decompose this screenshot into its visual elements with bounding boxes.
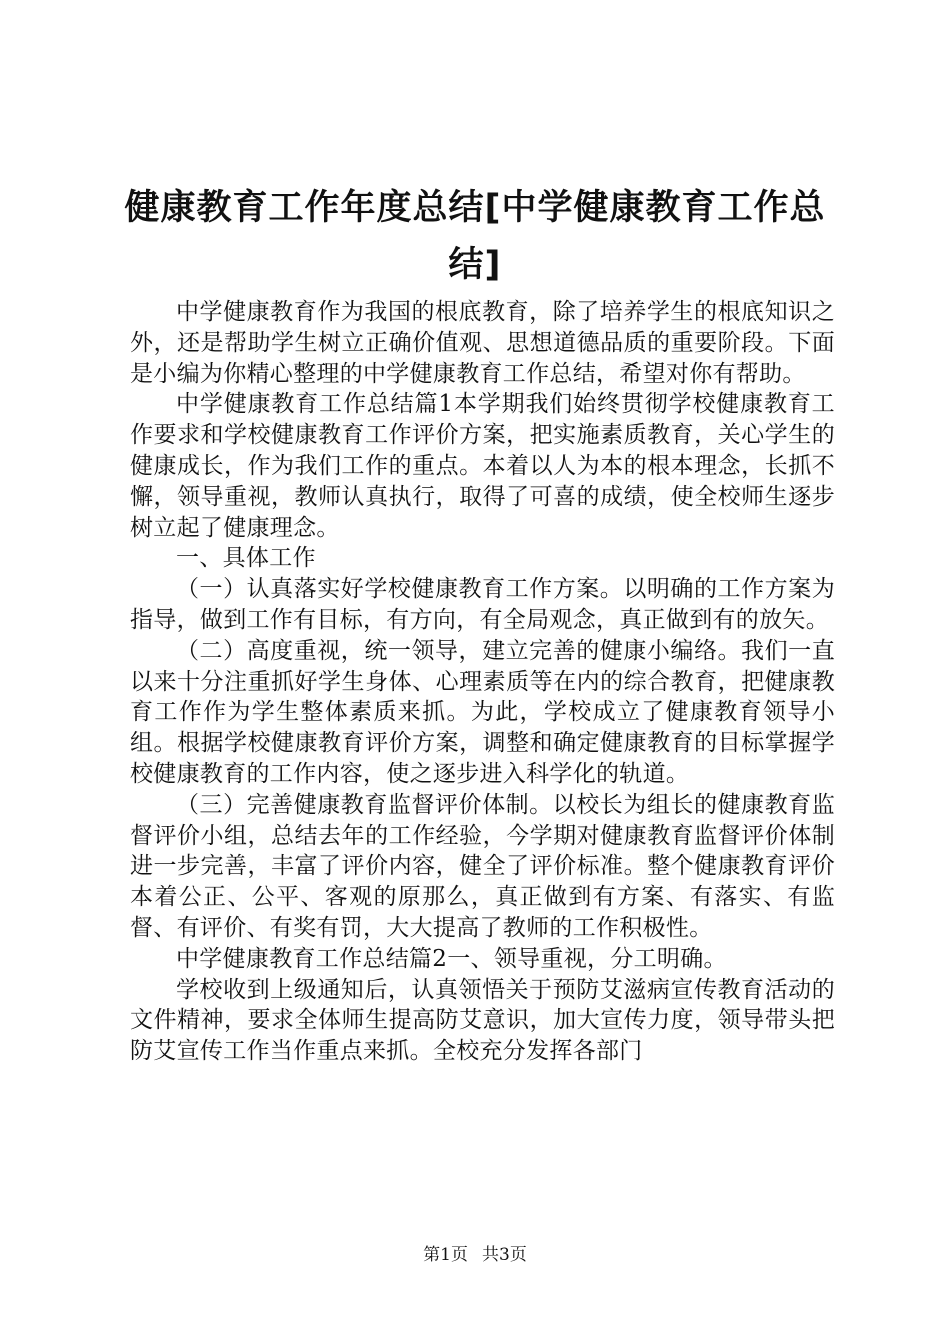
document-body (130, 297, 835, 1067)
body-paragraph: 中学健康教育工作总结篇1本学期我们始终贯彻学校健康教育工作要求和学校健康教育工作评价方案，把实施素质教育，关心学生的健康成长，作为我们工作的重点。本着以人为本的根本理念，长抓不懈，领导重视，教师认真执行，取得了可喜的成绩，使全校师生逐步树立起了健康理念。 (130, 391, 835, 541)
body-paragraph: 中学健康教育工作总结篇2一、领导重视，分工明确。 (176, 945, 727, 972)
body-paragraph: 中学健康教育作为我国的根底教育，除了培养学生的根底知识之外，还是帮助学生树立正确价值观、思想道德品质的重要阶段。下面是小编为你精心整理的中学健康教育工作总结，希望对你有帮助。 (130, 299, 835, 387)
body-paragraph: （二）高度重视，统一领导，建立完善的健康小编络。我们一直以来十分注重抓好学生身体、心理素质等在内的综合教育，把健康教育工作作为学生整体素质来抓。为此，学校成立了健康教育领导小组。根据学校健康教育评价方案，调整和确定健康教育的目标掌握学校健康教育的工作内容，使之逐步进入科学化的轨道。 (130, 637, 835, 787)
section-heading: 一、具体工作 (176, 545, 316, 572)
document-title: 健康教育工作年度总结[中学健康教育工作总结] (124, 188, 826, 285)
body-paragraph: 学校收到上级通知后，认真领悟关于预防艾滋病宣传教育活动的文件精神，要求全体师生提高防艾意识，加大宣传力度，领导带头把防艾宣传工作当作重点来抓。全校充分发挥各部门 (130, 976, 835, 1065)
page-number: 第1页 (423, 1245, 468, 1265)
body-paragraph: （三）完善健康教育监督评价体制。以校长为组长的健康教育监督评价小组，总结去年的工作经验，今学期对健康教育监督评价体制进一步完善，丰富了评价内容，健全了评价标准。整个健康教育评价本着公正、公平、客观的原那么，真正做到有方案、有落实、有监督、有评价、有奖有罚，大大提高了教师的工作积极性。 (130, 791, 835, 941)
page-footer (0, 1243, 950, 1267)
page-total: 共3页 (482, 1245, 527, 1265)
body-paragraph: （一）认真落实好学校健康教育工作方案。以明确的工作方案为指导，做到工作有目标，有方向，有全局观念，真正做到有的放矢。 (130, 576, 835, 633)
